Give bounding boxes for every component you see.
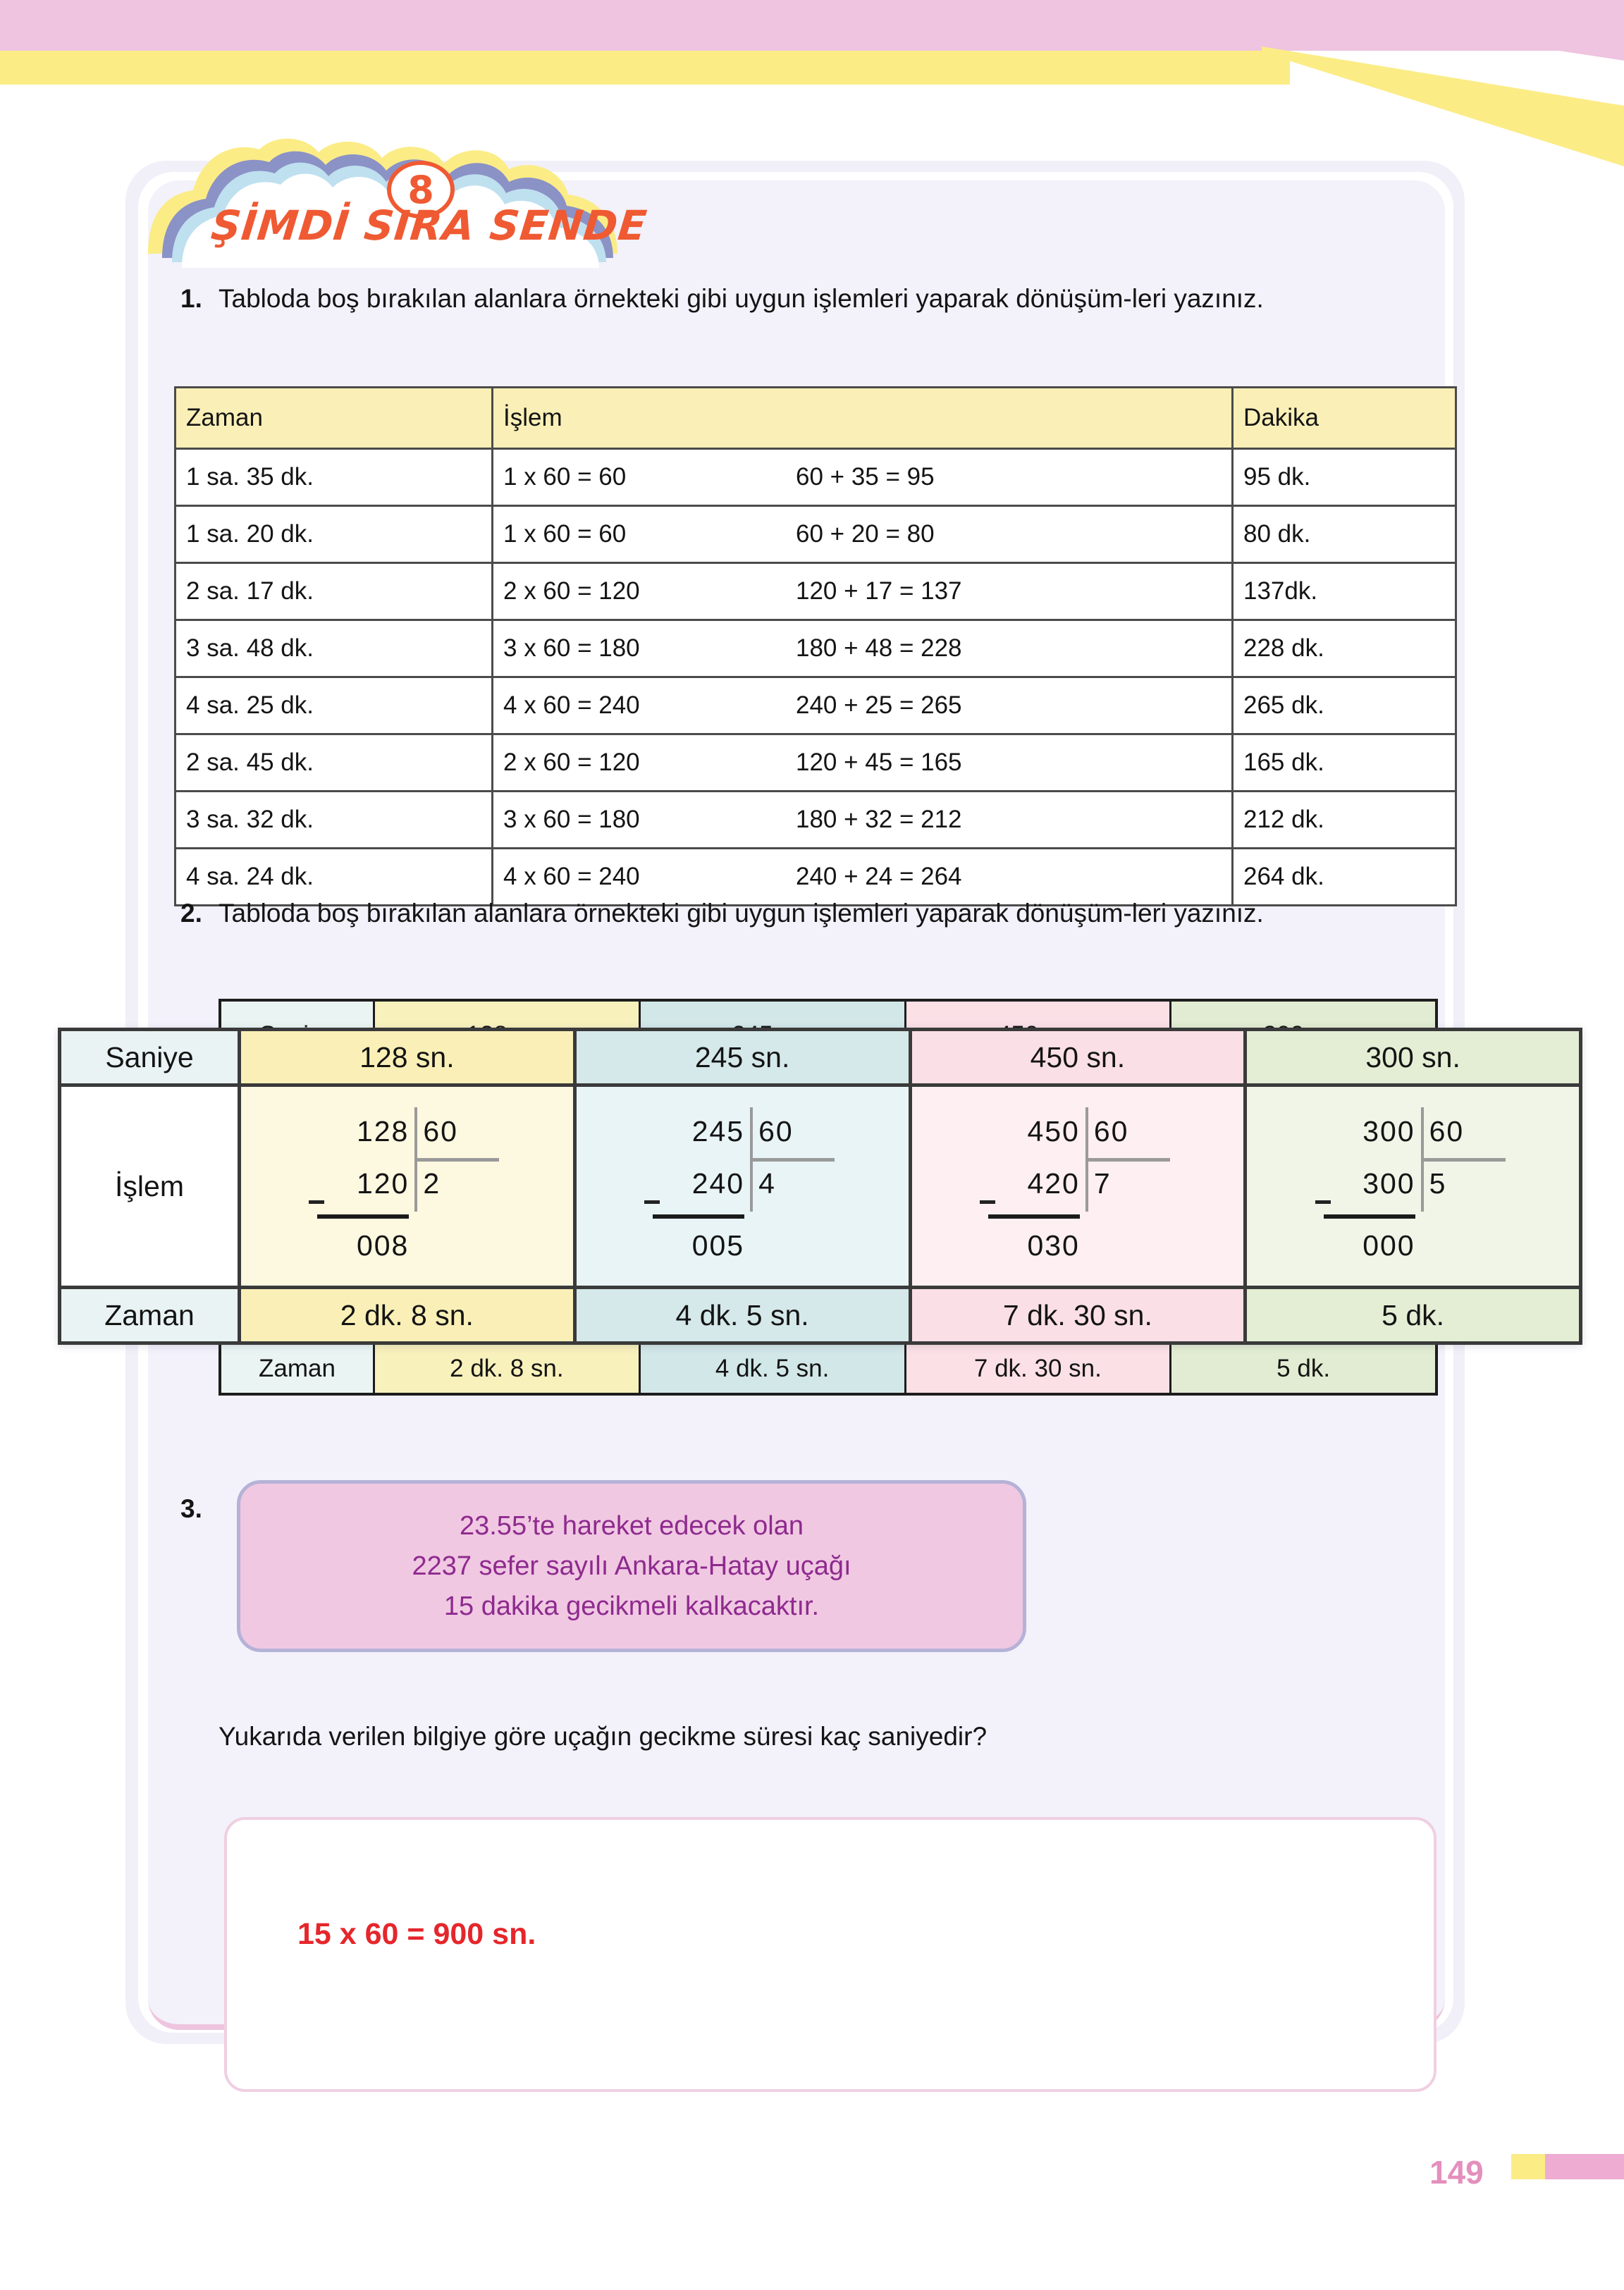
table1-cell-zaman: 2 sa. 45 dk. [176,734,493,792]
division-subtrahend: 300 [1362,1167,1415,1200]
footer-pink-mark [1545,2154,1624,2179]
answer-area[interactable] [224,1817,1437,2092]
table1-cell-islem-add: 240 + 24 = 264 [796,863,962,890]
division-dividend: 300 [1362,1115,1415,1147]
table2-cell-islem [240,1085,575,1288]
table1-cell-dakika: 228 dk. [1233,620,1456,677]
table1-header-zaman: Zaman [176,388,493,449]
table2-label-islem: İşlem [60,1085,240,1288]
table2-cell-saniye: 450 sn. [910,1030,1245,1085]
table-row [176,734,1456,792]
table2-label-zaman: Zaman [60,1288,240,1343]
question-1 [180,282,1421,316]
table1-cell-zaman: 2 sa. 17 dk. [176,563,493,620]
table1-cell-islem-add: 180 + 48 = 228 [796,634,962,662]
table1-cell-dakika: 212 dk. [1233,792,1456,849]
ghost-cell-zaman: 5 dk. [1277,1355,1331,1382]
table2-cell-zaman: 5 dk. [1245,1288,1581,1343]
top-yellow-band [0,51,1290,85]
flight-info-callout [237,1480,1026,1652]
division-divisor: 60 [1093,1115,1129,1147]
table1-cell-islem-add: 120 + 45 = 165 [796,749,962,776]
table1-cell-islem [493,734,1233,792]
svg-text:8: 8 [407,168,434,212]
callout-line-2: 2237 sefer sayılı Ankara-Hatay uçağı [412,1551,851,1581]
division-rule-minus [309,1200,324,1204]
table1-cell-zaman: 4 sa. 25 dk. [176,677,493,734]
footer-yellow-mark [1511,2154,1545,2179]
table2-cell-saniye: 300 sn. [1245,1030,1581,1085]
question-2-text: Tabloda boş bırakılan alanlara örnekteki gibi uygun işlemleri yaparak dönüşüm-leri yazınız. [219,899,1264,928]
callout-line-1: 23.55’te hareket edecek olan [459,1510,804,1541]
table-row [176,677,1456,734]
table1-cell-dakika: 137dk. [1233,563,1456,620]
division-subtrahend: 120 [356,1167,410,1200]
table2-row-islem [60,1085,1581,1288]
table1-cell-dakika: 264 dk. [1233,849,1456,906]
division-subtrahend: 420 [1027,1167,1080,1200]
table1-cell-islem [493,620,1233,677]
division-rule-minus [980,1200,995,1204]
table-row [176,563,1456,620]
table2-cell-zaman: 2 dk. 8 sn. [240,1288,575,1343]
page-title: ŞİMDİ SIRA SENDE [209,202,650,250]
division-remainder: 008 [356,1229,410,1262]
ghost-cell-zaman: 2 dk. 8 sn. [450,1355,564,1382]
table1-cell-islem [493,677,1233,734]
top-right-yellow-wedge [1262,47,1624,166]
division-remainder: 005 [691,1229,745,1262]
long-division-block [983,1102,1173,1271]
table2-row-zaman [60,1288,1581,1343]
table1-cell-islem-add: 240 + 25 = 265 [796,691,962,719]
division-rule-minus [1315,1200,1331,1204]
division-dividend: 450 [1027,1115,1080,1147]
table2-cell-islem [1245,1085,1581,1288]
page-number: 149 [1429,2154,1484,2191]
table1-cell-islem-add: 60 + 35 = 95 [796,463,935,491]
division-quotient: 7 [1093,1167,1112,1200]
question-3-prompt: Yukarıda verilen bilgiye göre uçağın gecikme süresi kaç saniyedir? [219,1722,988,1751]
division-rule-minus [644,1200,660,1204]
table2-row-saniye [60,1030,1581,1085]
table1-cell-zaman: 1 sa. 35 dk. [176,449,493,506]
table2-cell-zaman: 7 dk. 30 sn. [910,1288,1245,1343]
division-quotient: 4 [758,1167,776,1200]
question-2-number: 2. [180,899,202,928]
table1-cell-islem-multiply: 3 x 60 = 180 [503,806,640,833]
table1-cell-islem-multiply: 2 x 60 = 120 [503,577,640,605]
division-rule-uline [317,1214,409,1219]
table1-cell-islem-add: 180 + 32 = 212 [796,806,962,833]
table-row [176,792,1456,849]
question-2 [180,897,1421,931]
division-remainder: 000 [1362,1229,1415,1262]
division-rule-hbar [1085,1158,1170,1162]
conversion-table-hours-to-minutes [174,386,1457,906]
table1-cell-islem-multiply: 2 x 60 = 120 [503,749,640,776]
table1-cell-islem-multiply: 4 x 60 = 240 [503,691,640,719]
table1-cell-zaman: 4 sa. 24 dk. [176,849,493,906]
table2-cell-saniye: 128 sn. [240,1030,575,1085]
division-rule-hbar [1421,1158,1506,1162]
table1-cell-dakika: 165 dk. [1233,734,1456,792]
table1-cell-dakika: 95 dk. [1233,449,1456,506]
table-row [176,506,1456,563]
division-quotient: 2 [423,1167,441,1200]
division-rule-uline [653,1214,744,1219]
table1-cell-islem-multiply: 4 x 60 = 240 [503,863,640,890]
ghost-cell-zaman: 7 dk. 30 sn. [973,1355,1102,1382]
table1-cell-zaman: 3 sa. 48 dk. [176,620,493,677]
division-subtrahend: 240 [691,1167,745,1200]
table1-cell-islem [493,792,1233,849]
long-division-block [312,1102,502,1271]
table-row [176,449,1456,506]
question-1-text: Tabloda boş bırakılan alanlara örnekteki gibi uygun işlemleri yaparak dönüşüm-leri yazınız. [219,284,1264,313]
question-3-number: 3. [180,1494,202,1523]
table-row [176,620,1456,677]
division-divisor: 60 [1429,1115,1465,1147]
division-rule-hbar [414,1158,499,1162]
division-divisor: 60 [423,1115,458,1147]
question-1-number: 1. [180,284,202,313]
table1-cell-islem-multiply: 1 x 60 = 60 [503,463,627,491]
division-quotient: 5 [1429,1167,1447,1200]
table2-cell-islem [574,1085,910,1288]
table1-cell-islem-add: 60 + 20 = 80 [796,520,935,548]
division-rule-hbar [750,1158,835,1162]
table1-cell-islem-add: 120 + 17 = 137 [796,577,962,605]
table1-cell-islem [493,563,1233,620]
division-rule-uline [988,1214,1080,1219]
table1-cell-dakika: 80 dk. [1233,506,1456,563]
table1-header-row [176,388,1456,449]
callout-line-3: 15 dakika gecikmeli kalkacaktır. [443,1591,820,1621]
table1-cell-zaman: 3 sa. 32 dk. [176,792,493,849]
table1-cell-zaman: 1 sa. 20 dk. [176,506,493,563]
conversion-table-seconds-to-minutes [58,1028,1582,1345]
long-division-block [647,1102,837,1271]
answer-text: 15 x 60 = 900 sn. [297,1917,536,1951]
division-divisor: 60 [758,1115,794,1147]
table1-header-islem: İşlem [493,388,1233,449]
division-dividend: 245 [691,1115,745,1147]
division-rule-uline [1324,1214,1415,1219]
table1-cell-dakika: 265 dk. [1233,677,1456,734]
table2-cell-saniye: 245 sn. [574,1030,910,1085]
ghost-label-zaman: Zaman [259,1355,336,1382]
table2-cell-islem [910,1085,1245,1288]
table1-cell-islem-multiply: 1 x 60 = 60 [503,520,627,548]
table1-header-dakika: Dakika [1233,388,1456,449]
table1-cell-islem [493,506,1233,563]
table1-cell-islem-multiply: 3 x 60 = 180 [503,634,640,662]
long-division-block [1318,1102,1508,1271]
division-remainder: 030 [1027,1229,1080,1262]
table2-cell-zaman: 4 dk. 5 sn. [574,1288,910,1343]
table1-cell-islem [493,449,1233,506]
ghost-cell-zaman: 4 dk. 5 sn. [715,1355,830,1382]
table2-label-saniye: Saniye [60,1030,240,1085]
division-dividend: 128 [356,1115,410,1147]
